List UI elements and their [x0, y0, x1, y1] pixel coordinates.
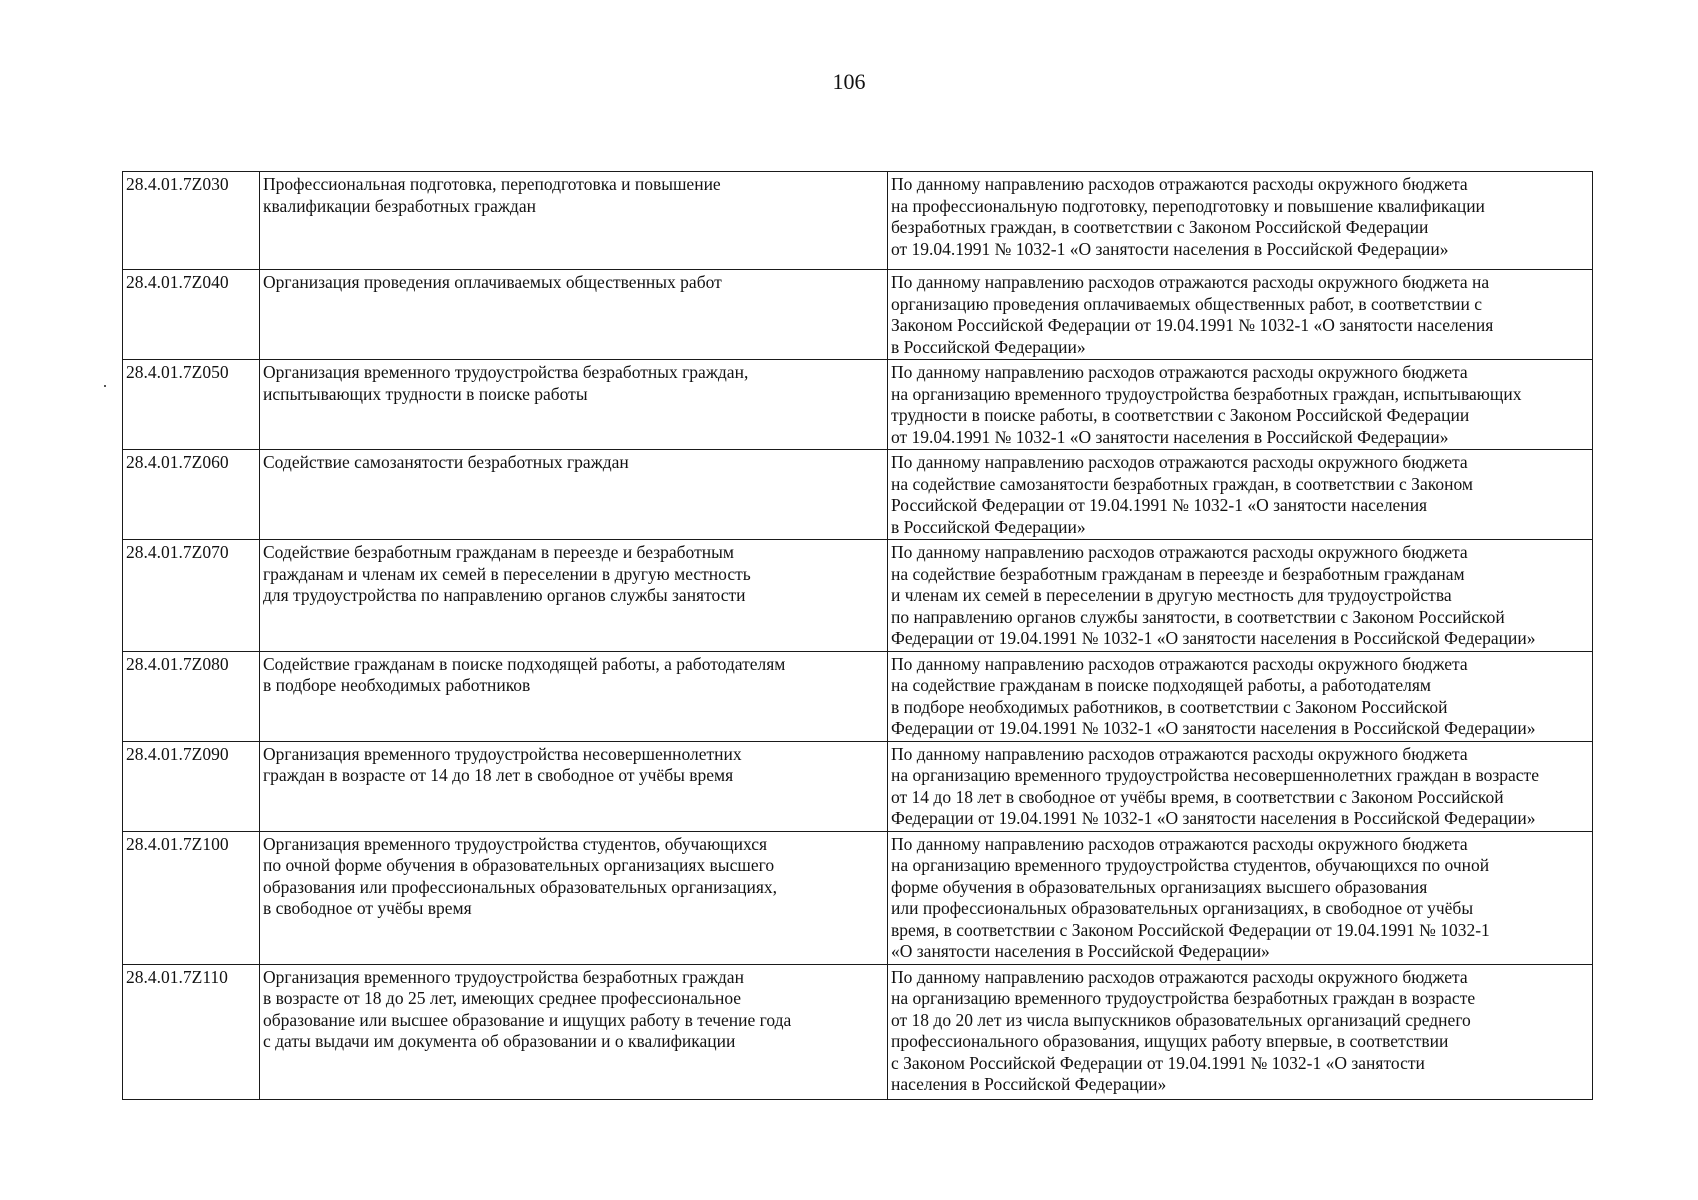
text-line: гражданам и членам их семей в переселении в другую местность: [263, 563, 751, 584]
text-line: Российской Федерации от 19.04.1991 № 1032-1 «О занятости населения: [891, 495, 1428, 515]
text-line: Организация временного трудоустройства студентов, обучающихся: [263, 833, 768, 854]
text-line: или профессиональных образовательных организациях, в свободное от учёбы: [891, 898, 1474, 918]
text-line: Федерации от 19.04.1991 № 1032-1 «О занятости населения в Российской Федерации»: [891, 718, 1536, 738]
text-line: с Законом Российской Федерации от 19.04.1991 № 1032-1 «О занятости: [891, 1052, 1425, 1073]
expense-description-cell: [888, 741, 1593, 831]
expense-code-cell: 28.4.01.7Z060: [123, 450, 260, 540]
text-line: Организация временного трудоустройства безработных граждан: [263, 966, 744, 987]
text-line: от 18 до 20 лет из числа выпускников образовательных организаций среднего: [891, 1009, 1471, 1030]
expense-name-cell: [260, 360, 888, 450]
scan-dot: [104, 385, 106, 387]
expense-name-cell: [260, 831, 888, 964]
text-line: с даты выдачи им документа об образовании и о квалификации: [263, 1031, 736, 1051]
expense-description-cell: [888, 450, 1593, 540]
expense-description-cell: [888, 831, 1593, 964]
text-line: по направлению органов службы занятости, в соответствии с Законом Российской: [891, 606, 1505, 627]
text-line: По данному направлению расходов отражаются расходы окружного бюджета: [891, 452, 1468, 472]
budget-code-table: [122, 171, 1593, 1100]
expense-name-cell: [260, 741, 888, 831]
text-line: в возрасте от 18 до 25 лет, имеющих среднее профессиональное: [263, 988, 742, 1008]
expense-code-cell: 28.4.01.7Z070: [123, 540, 260, 652]
text-line: на организацию временного трудоустройства студентов, обучающихся по очной: [891, 855, 1490, 875]
text-line: от 14 до 18 лет в свободное от учёбы время, в соответствии с Законом Российской: [891, 786, 1504, 807]
text-line: По данному направлению расходов отражаются расходы окружного бюджета: [891, 966, 1468, 987]
expense-code-cell: 28.4.01.7Z030: [123, 172, 260, 270]
text-line: граждан в возрасте от 14 до 18 лет в свободное от учёбы время: [263, 765, 734, 785]
expense-name-cell: [260, 540, 888, 652]
expense-description-cell: [888, 964, 1593, 1099]
text-line: По данному направлению расходов отражаются расходы окружного бюджета: [891, 743, 1468, 764]
expense-name-cell: [260, 172, 888, 270]
text-line: на организацию временного трудоустройства несовершеннолетних граждан в возрасте: [891, 765, 1539, 785]
text-line: для трудоустройства по направлению органов службы занятости: [263, 585, 746, 605]
text-line: По данному направлению расходов отражаются расходы окружного бюджета: [891, 833, 1468, 854]
text-line: Содействие самозанятости безработных граждан: [263, 452, 629, 472]
table-row: [123, 741, 1593, 831]
text-line: Содействие гражданам в поиске подходящей работы, а работодателям: [263, 653, 786, 674]
text-line: и членам их семей в переселении в другую местность для трудоустройства: [891, 585, 1452, 605]
expense-code-cell: 28.4.01.7Z090: [123, 741, 260, 831]
table-row: [123, 651, 1593, 741]
text-line: Организация временного трудоустройства несовершеннолетних: [263, 743, 742, 764]
text-line: в подборе необходимых работников: [263, 675, 531, 695]
expense-description-cell: [888, 651, 1593, 741]
text-line: образования или профессиональных образовательных организациях,: [263, 876, 778, 897]
table-body: [123, 172, 1593, 1100]
text-line: По данному направлению расходов отражаются расходы окружного бюджета: [891, 653, 1468, 674]
expense-description-cell: [888, 172, 1593, 270]
expense-code-cell: 28.4.01.7Z080: [123, 651, 260, 741]
table-row: [123, 172, 1593, 270]
text-line: Содействие безработным гражданам в переезде и безработным: [263, 542, 734, 562]
text-line: Федерации от 19.04.1991 № 1032-1 «О занятости населения в Российской Федерации»: [891, 628, 1536, 648]
page-number: 106: [832, 69, 866, 94]
text-line: на профессиональную подготовку, переподготовку и повышение квалификации: [891, 195, 1485, 216]
text-line: Организация временного трудоустройства безработных граждан,: [263, 362, 749, 382]
text-line: испытывающих трудности в поиске работы: [263, 383, 588, 404]
expense-code-cell: 28.4.01.7Z050: [123, 360, 260, 450]
text-line: профессионального образования, ищущих работу впервые, в соответствии: [891, 1031, 1449, 1051]
text-line: форме обучения в образовательных организациях высшего образования: [891, 876, 1428, 897]
text-line: на содействие безработным гражданам в переезде и безработным гражданам: [891, 563, 1465, 584]
text-line: По данному направлению расходов отражаются расходы окружного бюджета: [891, 174, 1468, 194]
table-row: [123, 964, 1593, 1099]
text-line: по очной форме обучения в образовательных организациях высшего: [263, 855, 775, 875]
table-row: [123, 450, 1593, 540]
expense-code-cell: 28.4.01.7Z110: [123, 964, 260, 1099]
expense-description-cell: [888, 270, 1593, 360]
text-line: на содействие гражданам в поиске подходящей работы, а работодателям: [891, 675, 1431, 695]
text-line: время, в соответствии с Законом Российской Федерации от 19.04.1991 № 1032-1: [891, 919, 1490, 940]
text-line: организацию проведения оплачиваемых общественных работ, в соответствии с: [891, 293, 1483, 314]
text-line: в подборе необходимых работников, в соответствии с Законом Российской: [891, 696, 1448, 717]
text-line: от 19.04.1991 № 1032-1 «О занятости населения в Российской Федерации»: [891, 426, 1449, 447]
expense-description-cell: [888, 360, 1593, 450]
expense-name-cell: [260, 270, 888, 360]
text-line: Законом Российской Федерации от 19.04.1991 № 1032-1 «О занятости населения: [891, 315, 1494, 335]
text-line: на организацию временного трудоустройства безработных граждан, испытывающих: [891, 383, 1522, 404]
expense-name-cell: [260, 964, 888, 1099]
table-row: [123, 831, 1593, 964]
table-row: [123, 270, 1593, 360]
expense-name-cell: [260, 450, 888, 540]
text-line: образование или высшее образование и ищущих работу в течение года: [263, 1009, 792, 1030]
text-line: в свободное от учёбы время: [263, 898, 472, 918]
expense-code-cell: 28.4.01.7Z100: [123, 831, 260, 964]
text-line: в Российской Федерации»: [891, 336, 1086, 357]
text-line: населения в Российской Федерации»: [891, 1074, 1167, 1094]
text-line: в Российской Федерации»: [891, 516, 1086, 537]
text-line: квалификации безработных граждан: [263, 195, 536, 216]
table-row: [123, 540, 1593, 652]
text-line: По данному направлению расходов отражаются расходы окружного бюджета: [891, 542, 1468, 562]
text-line: безработных граждан, в соответствии с Законом Российской Федерации: [891, 217, 1429, 237]
text-line: на организацию временного трудоустройства безработных граждан в возрасте: [891, 988, 1476, 1008]
text-line: Профессиональная подготовка, переподготовка и повышение: [263, 174, 721, 194]
text-line: «О занятости населения в Российской Федерации»: [891, 941, 1270, 961]
text-line: от 19.04.1991 № 1032-1 «О занятости населения в Российской Федерации»: [891, 238, 1449, 259]
text-line: Федерации от 19.04.1991 № 1032-1 «О занятости населения в Российской Федерации»: [891, 808, 1536, 828]
expense-description-cell: [888, 540, 1593, 652]
text-line: трудности в поиске работы, в соответствии с Законом Российской Федерации: [891, 405, 1470, 425]
text-line: Организация проведения оплачиваемых общественных работ: [263, 272, 722, 292]
expense-name-cell: [260, 651, 888, 741]
text-line: По данному направлению расходов отражаются расходы окружного бюджета на: [891, 272, 1490, 292]
text-line: на содействие самозанятости безработных граждан, в соответствии с Законом: [891, 473, 1473, 494]
table-row: [123, 360, 1593, 450]
expense-code-cell: 28.4.01.7Z040: [123, 270, 260, 360]
text-line: По данному направлению расходов отражаются расходы окружного бюджета: [891, 362, 1468, 382]
